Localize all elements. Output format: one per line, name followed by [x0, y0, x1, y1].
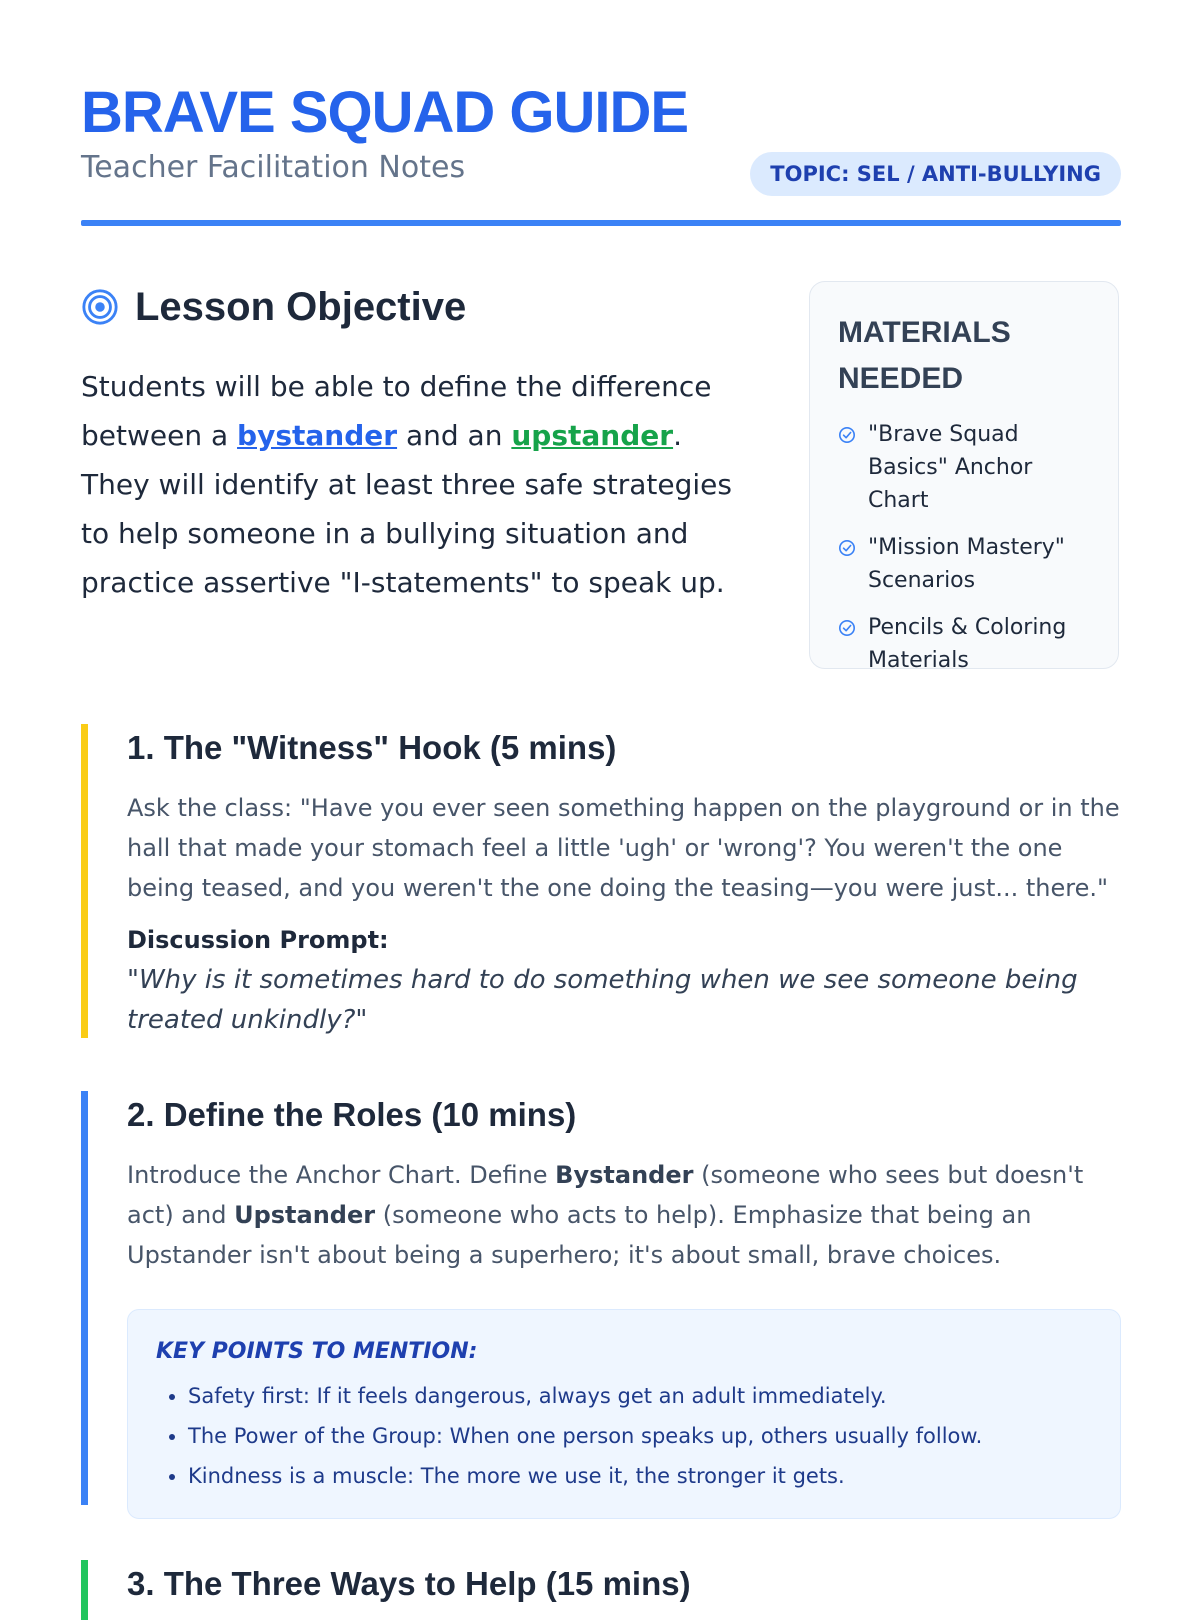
key-point-item: • Safety first: If it feels dangerous, always get an adult immediately. [188, 1376, 1092, 1416]
check-circle-icon [838, 539, 856, 557]
page-title: BRAVE SQUAD GUIDE [81, 80, 689, 145]
target-icon [81, 288, 119, 326]
objective-text-part: and an [397, 419, 512, 452]
key-points-title: KEY POINTS TO MENTION: [156, 1339, 478, 1364]
objective-title: Lesson Objective [135, 284, 467, 329]
materials-item [838, 531, 1094, 597]
check-circle-icon [838, 619, 856, 637]
materials-item [838, 418, 1094, 517]
bystander-term: bystander [237, 419, 398, 452]
discussion-prompt-text: "Why is it sometimes hard to do something when we see someone being treated unkindly?" [127, 965, 1078, 1035]
materials-title: MATERIALS NEEDED [838, 316, 1011, 395]
topic-badge: TOPIC: SEL / ANTI-BULLYING [750, 152, 1121, 196]
objective-text [81, 362, 741, 607]
section-title: 3. The Three Ways to Help (15 mins) [127, 1565, 691, 1602]
section-body: Ask the class: "Have you ever seen something happen on the playground or in the hall that made your stomach feel a little 'ugh' or 'wrong'? You weren't the one being teased, and you weren't the one doing the teasing—you were just... there." [127, 794, 1120, 902]
section-accent-bar [81, 1091, 88, 1505]
upstander-term: Upstander [234, 1201, 376, 1229]
materials-item-label: "Brave Squad Basics" Anchor Chart [868, 422, 1033, 513]
section-body-part: (someone who sees but doesn't act) and [127, 1161, 1084, 1229]
materials-card [809, 281, 1119, 673]
header-divider [81, 220, 1121, 226]
objective-heading [81, 282, 741, 332]
check-circle-icon [838, 426, 856, 444]
section-body-part: Introduce the Anchor Chart. Define [127, 1161, 556, 1189]
objective-text-part: . They will identify at least three safe strategies to help someone in a bullying situation and practice assertive "I-statements" to speak up. [81, 419, 732, 599]
section-define-roles [81, 1091, 1121, 1505]
section-accent-bar [81, 1560, 88, 1620]
materials-item-label: "Mission Mastery" Scenarios [868, 535, 1065, 593]
section-body-part: (someone who acts to help). Emphasize that being an Upstander isn't about being a superhero; it's about small, brave choices. [127, 1201, 1032, 1269]
section-body [127, 1155, 1121, 1275]
discussion-prompt-label: Discussion Prompt: [127, 926, 389, 954]
materials-item [838, 611, 1094, 677]
page-header [81, 78, 1121, 186]
section-accent-bar [81, 724, 88, 1038]
key-points-list [156, 1376, 1092, 1496]
section-three-ways [81, 1560, 1121, 1620]
lesson-objective [81, 282, 741, 607]
bystander-term: Bystander [555, 1161, 694, 1189]
page-subtitle: Teacher Facilitation Notes [81, 150, 466, 185]
section-witness-hook [81, 724, 1121, 1038]
key-point-item: • Kindness is a muscle: The more we use it, the stronger it gets. [188, 1456, 1092, 1496]
objective-text-part: Students will be able to define the difference between a [81, 370, 712, 452]
key-point-item: • The Power of the Group: When one person speaks up, others usually follow. [188, 1416, 1092, 1456]
upstander-term: upstander [511, 419, 674, 452]
section-title: 1. The "Witness" Hook (5 mins) [127, 729, 617, 766]
section-title: 2. Define the Roles (10 mins) [127, 1096, 577, 1133]
materials-item-label: Pencils & Coloring Materials [868, 615, 1067, 673]
key-points-box [127, 1309, 1121, 1519]
materials-list [838, 418, 1094, 677]
